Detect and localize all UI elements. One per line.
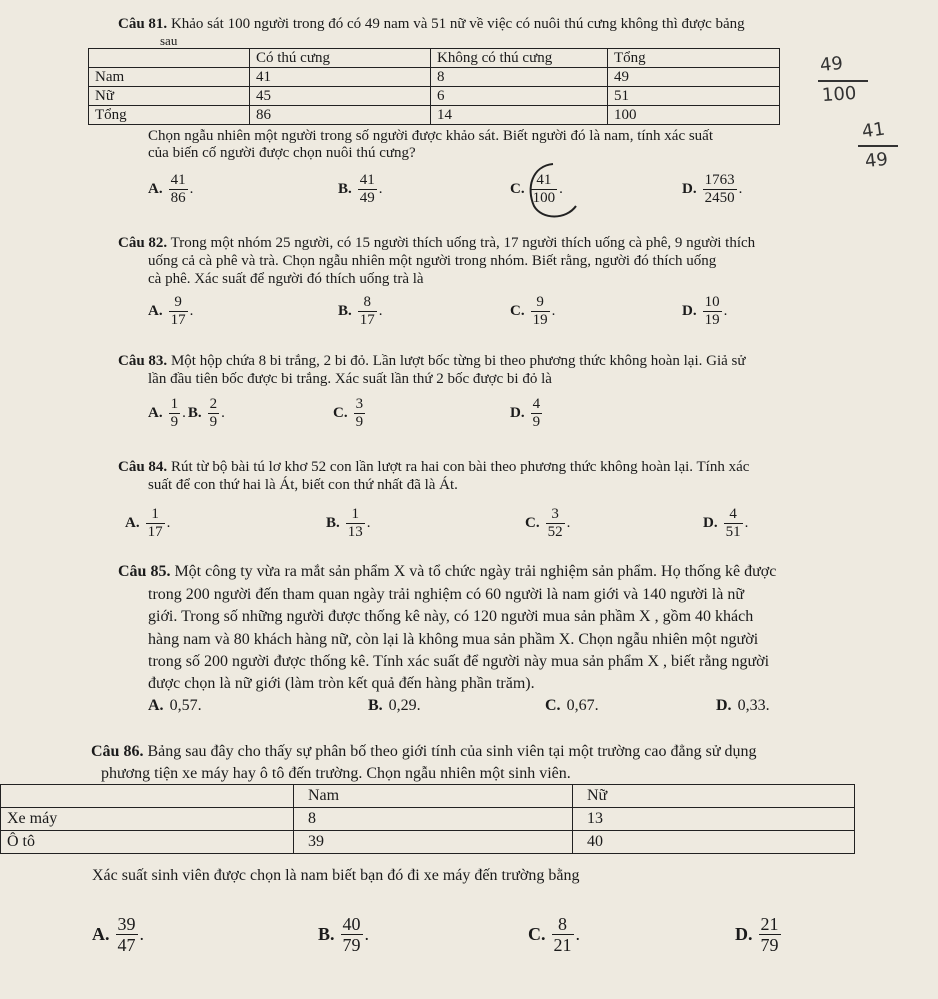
fraction-numerator: 2 — [209, 396, 218, 412]
q85-label: Câu 85. — [118, 563, 171, 580]
option-label: D. — [510, 405, 525, 421]
q85-line2: trong 200 người đến tham quan ngày trải nghiệm có 60 người là nam giới và 140 người là nữ — [148, 586, 744, 603]
table-cell: 13 — [573, 808, 855, 831]
option-label: D. — [735, 924, 753, 944]
fraction-denominator: 19 — [532, 312, 548, 328]
option-label: C. — [510, 303, 525, 319]
option-label: D. — [716, 697, 732, 714]
fraction-numerator: 9 — [174, 294, 182, 310]
q81-line2: sau — [160, 33, 178, 48]
fraction-denominator: 21 — [553, 935, 572, 955]
q86-label: Câu 86. — [91, 743, 144, 760]
table-cell: Tổng — [89, 106, 250, 125]
fraction-denominator: 13 — [347, 524, 363, 540]
table-cell: 86 — [250, 106, 431, 125]
q81-table — [88, 48, 780, 125]
option-label: A. — [92, 924, 110, 944]
fraction-denominator: 79 — [342, 935, 361, 955]
q82-line3: cà phê. Xác suất để người đó thích uống trà là — [148, 271, 424, 287]
q86-option-c[interactable]: C. $\frac{8}{21}$ . — [528, 914, 580, 955]
table-cell: Có thú cưng — [250, 49, 431, 68]
q84-option-b[interactable]: B. $\frac{1}{13}$ . — [326, 506, 371, 540]
fraction-denominator: 9 — [355, 414, 364, 430]
q85-line1: Câu 85. Một công ty vừa ra mắt sản phẩm X và tổ chức ngày trải nghiệm sản phẩm. Họ thống kê được — [118, 563, 777, 580]
fraction-denominator: 79 — [760, 935, 779, 955]
fraction-denominator: 52 — [547, 524, 563, 540]
option-label: B. — [338, 303, 352, 319]
fraction — [703, 294, 722, 329]
q86-option-d[interactable] — [735, 914, 781, 955]
q81-line1: Câu 81. Khảo sát 100 người trong đó có 49 nam và 51 nữ về việc có nuôi thú cưng không thì được bảng — [118, 16, 745, 32]
table-cell: 45 — [250, 87, 431, 106]
table-row — [89, 49, 780, 68]
fraction-denominator: 49 — [359, 190, 375, 206]
q84-option-d[interactable]: D. $\frac{4}{51}$ . — [703, 506, 749, 540]
fraction — [703, 172, 737, 207]
fraction-denominator: 100 — [532, 190, 556, 206]
q82-line2: uống cả cà phê và trà. Chọn ngẫu nhiên một người trong nhóm. Biết rằng, người đó thích uống — [148, 253, 717, 269]
option-label: D. — [703, 515, 718, 531]
fraction-denominator: 51 — [725, 524, 741, 540]
table-cell: 8 — [294, 808, 573, 831]
fraction-numerator: 41 — [170, 172, 186, 188]
table-cell: 49 — [608, 68, 780, 87]
fraction-numerator: 3 — [551, 506, 559, 522]
fraction-numerator: 1 — [351, 506, 360, 522]
q83-line2: lần đầu tiên bốc được bi trắng. Xác suất lần thứ 2 bốc được bi đỏ là — [148, 371, 552, 387]
fraction-denominator: 17 — [170, 312, 186, 328]
q82-option-a[interactable]: A. $\frac{9}{17}$ . — [148, 294, 194, 328]
fraction-numerator: 8 — [558, 914, 567, 934]
option-label: A. — [148, 697, 164, 714]
fraction-denominator: 17 — [147, 524, 163, 540]
q81-option-b[interactable]: B. $\frac{41}{49}$ . — [338, 172, 383, 206]
q85-option-d[interactable] — [716, 697, 770, 715]
handwritten-line — [858, 145, 898, 147]
table-row — [1, 808, 855, 831]
fraction — [169, 294, 188, 329]
option-text: 0,33. — [737, 697, 770, 714]
fraction — [546, 506, 565, 541]
q85-option-b[interactable] — [368, 697, 421, 715]
fraction-numerator: 10 — [704, 294, 720, 310]
q86-option-a[interactable]: A. $\frac{39}{47}$ . — [92, 914, 144, 955]
q82-option-d[interactable]: D. $\frac{10}{19}$ . — [682, 294, 728, 328]
table-cell: 51 — [608, 87, 780, 106]
table-cell: 6 — [431, 87, 608, 106]
table-cell: Xe máy — [1, 808, 294, 831]
option-label: B. — [368, 697, 383, 714]
q83-option-a[interactable]: A. $\frac{1}{9}$ . B. $\frac{2}{9}$ . — [148, 396, 225, 430]
fraction — [354, 396, 366, 431]
fraction-denominator: 9 — [209, 414, 218, 430]
q85-option-c[interactable] — [545, 697, 599, 715]
table-cell: 40 — [573, 831, 855, 854]
fraction — [169, 172, 188, 207]
option-label: C. — [528, 924, 546, 944]
q86-line1: Câu 86. Bảng sau đây cho thấy sự phân bố theo giới tính của sinh viên tại một trường cao đẳng sử dụng — [91, 743, 757, 760]
table-cell — [1, 785, 294, 808]
q83-option-d[interactable] — [510, 396, 542, 431]
q85-line6: được chọn là nữ giới (làm tròn kết quả đến hàng phần trăm). — [148, 675, 535, 692]
option-label: B. — [187, 405, 202, 421]
fraction-denominator: 9 — [532, 414, 541, 430]
q82-label: Câu 82. — [118, 235, 168, 251]
table-cell: Không có thú cưng — [431, 49, 608, 68]
fraction-denominator: 17 — [359, 312, 375, 328]
q85-line3: giới. Trong số những người được thống kê này, có 120 người mua sản phầm X , gồm 40 khách — [148, 608, 754, 625]
fraction-numerator: 39 — [117, 914, 136, 934]
fraction-numerator: 1763 — [704, 172, 735, 188]
option-label: B. — [338, 181, 352, 197]
option-label: D. — [682, 181, 697, 197]
table-row — [1, 785, 855, 808]
table-cell: 8 — [431, 68, 608, 87]
option-text: 0,67. — [566, 697, 599, 714]
fraction — [759, 914, 781, 955]
fraction — [724, 506, 743, 541]
fraction-denominator: 9 — [170, 414, 179, 430]
fraction — [531, 396, 543, 431]
q85-line4: hàng nam và 80 khách hàng nữ, còn lại là không mua sản phầm X. Chọn ngẫu nhiên một người — [148, 631, 759, 648]
handwritten-note: 49 — [818, 52, 844, 77]
q86-table — [0, 784, 855, 854]
option-label: B. — [326, 515, 340, 531]
pen-circle-mark — [520, 158, 586, 224]
fraction-numerator: 3 — [355, 396, 364, 412]
table-row — [89, 106, 780, 125]
table-cell: Nam — [294, 785, 573, 808]
handwritten-note: 49 — [863, 148, 889, 173]
fraction — [552, 914, 574, 955]
handwritten-line — [818, 80, 868, 82]
fraction-denominator: 19 — [704, 312, 720, 328]
q82-line1: Câu 82. Trong một nhóm 25 người, có 15 người thích uống trà, 17 người thích uống cà phê, 9 người thích — [118, 235, 756, 251]
fraction — [341, 914, 363, 955]
fraction-numerator: 9 — [536, 294, 544, 310]
q86-line3: Xác suất sinh viên được chọn là nam biết bạn đó đi xe máy đến trường bằng — [92, 867, 580, 884]
option-label: A. — [148, 303, 163, 319]
table-row — [89, 87, 780, 106]
table-cell: Ô tô — [1, 831, 294, 854]
option-label: C. — [510, 181, 525, 197]
option-label: A. — [125, 515, 140, 531]
fraction-denominator: 86 — [170, 190, 186, 206]
fraction-numerator: 41 — [536, 172, 552, 188]
table-row — [89, 68, 780, 87]
q81-line4: của biến cố người được chọn nuôi thú cưng? — [148, 145, 416, 161]
fraction-numerator: 21 — [760, 914, 779, 934]
fraction-numerator: 4 — [729, 506, 737, 522]
q84-option-a[interactable]: A. $\frac{1}{17}$ . — [125, 506, 171, 540]
fraction-numerator: 1 — [151, 506, 159, 522]
table-cell: 41 — [250, 68, 431, 87]
option-label: C. — [333, 405, 348, 421]
option-label: A. — [148, 405, 163, 421]
handwritten-note: 41 — [860, 118, 887, 143]
q82-option-b[interactable]: B. $\frac{8}{17}$ . — [338, 294, 383, 328]
table-cell: 14 — [431, 106, 608, 125]
table-cell: Nữ — [573, 785, 855, 808]
fraction-numerator: 8 — [363, 294, 372, 310]
table-cell: Nam — [89, 68, 250, 87]
q84-line2: suất để con thứ hai là Át, biết con thứ nhất đã là Át. — [148, 477, 458, 493]
fraction — [531, 294, 550, 329]
option-label: C. — [545, 697, 561, 714]
fraction-numerator: 40 — [342, 914, 361, 934]
fraction-denominator: 47 — [117, 935, 136, 955]
q84-label: Câu 84. — [118, 459, 168, 475]
q81-option-a[interactable]: A. $\frac{41}{86}$ . — [148, 172, 194, 206]
q85-option-a[interactable] — [148, 697, 202, 715]
q86-line2: phương tiện xe máy hay ô tô đến trường. Chọn ngẫu nhiên một sinh viên. — [101, 765, 571, 782]
q84-option-c[interactable]: C. $\frac{3}{52}$ . — [525, 506, 571, 540]
q81-option-d[interactable]: D. $\frac{1763}{2450}$ . — [682, 172, 743, 206]
table-cell: 39 — [294, 831, 573, 854]
option-label: A. — [148, 181, 163, 197]
q81-label: Câu 81. — [118, 16, 168, 32]
q85-line5: trong số 200 người được thống kê. Tính xác suất để người này mua sản phẩm X , biết rằng người — [148, 653, 770, 670]
table-row — [1, 831, 855, 854]
q81-line3: Chọn ngẫu nhiên một người trong số người được khảo sát. Biết người đó là nam, tính xác suất — [148, 128, 714, 144]
q83-line1: Câu 83. Một hộp chứa 8 bi trắng, 2 bi đỏ. Lần lượt bốc từng bi theo phương thức không hoàn lại. Giả sử — [118, 353, 746, 369]
table-cell: 100 — [608, 106, 780, 125]
q82-option-c[interactable]: C. $\frac{9}{19}$ . — [510, 294, 556, 328]
option-label: B. — [318, 924, 335, 944]
q81-option-c[interactable]: C. $\frac{41}{100}$ . — [510, 172, 563, 206]
q83-label: Câu 83. — [118, 353, 168, 369]
fraction — [346, 506, 365, 541]
q84-line1: Câu 84. Rút từ bộ bài tú lơ khơ 52 con lần lượt ra hai con bài theo phương thức không hoàn lại. Tính xác — [118, 459, 750, 475]
fraction — [208, 396, 220, 431]
fraction — [116, 914, 138, 955]
q86-option-b[interactable]: B. $\frac{40}{79}$ . — [318, 914, 370, 955]
table-cell: Tổng — [608, 49, 780, 68]
fraction-numerator: 41 — [359, 172, 375, 188]
q83-option-c[interactable] — [333, 396, 365, 431]
fraction-numerator: 4 — [532, 396, 541, 412]
option-text: 0,29. — [388, 697, 421, 714]
table-cell — [89, 49, 250, 68]
fraction — [146, 506, 165, 541]
fraction-denominator: 2450 — [704, 190, 735, 206]
handwritten-note: 100 — [821, 82, 858, 107]
option-text: 0,57. — [169, 697, 202, 714]
fraction — [358, 172, 377, 207]
fraction-numerator: 1 — [170, 396, 179, 412]
fraction — [358, 294, 377, 329]
table-cell: Nữ — [89, 87, 250, 106]
fraction — [169, 396, 181, 431]
option-label: D. — [682, 303, 697, 319]
option-label: C. — [525, 515, 540, 531]
